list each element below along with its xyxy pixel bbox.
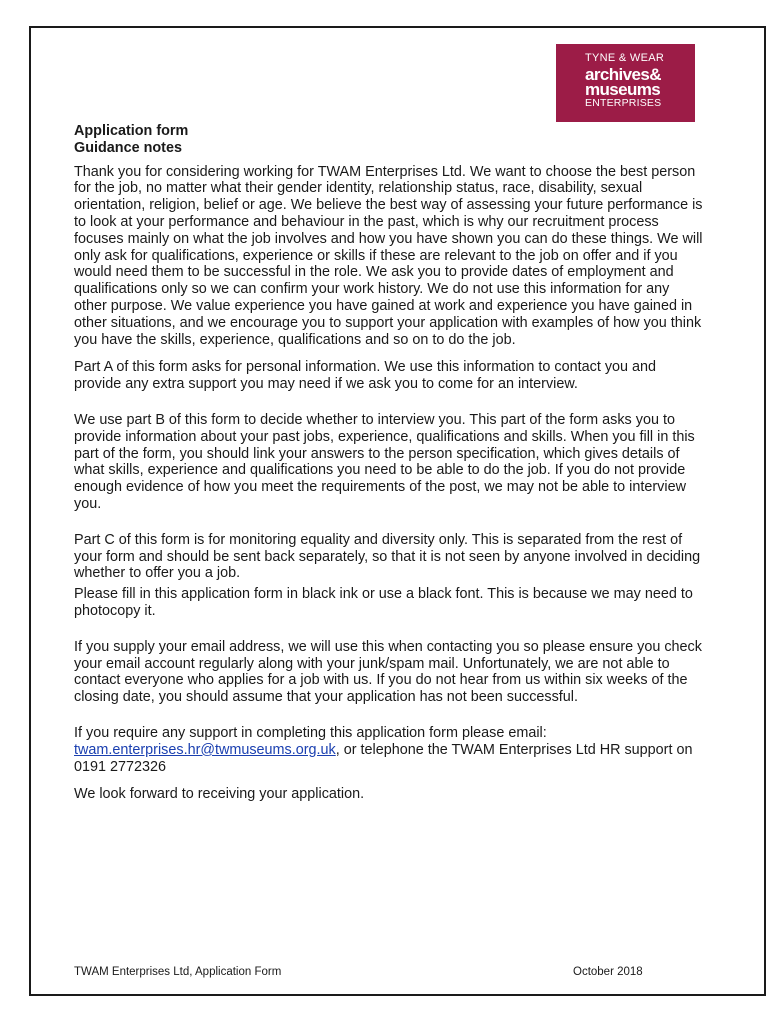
part-c-paragraph: Part C of this form is for monitoring equality and diversity only. This is separated from the rest of your form and should be sent back separately, so that it is not seen by anyone involved in deciding whether to offer you a job.	[74, 531, 701, 582]
footer-left: TWAM Enterprises Ltd, Application Form	[74, 966, 282, 978]
part-b-paragraph: We use part B of this form to decide whether to interview you. This part of the form asks you to provide information about your past jobs, experience, qualifications and skills. When you fill in this part of the form, you should link your answers to the person specification, which gives details of what skills, experience and qualifications you need to be able to do the job. If you do not provide enough evidence of how you meet the requirements of the post, we may not be able to interview you.	[74, 411, 695, 512]
intro-paragraph: Thank you for considering working for TWAM Enterprises Ltd. We want to choose the best person for the job, no matter what their gender identity, relationship status, race, disability, sexual orientation, religion, belief or age. We believe the best way of assessing your future performance is to look at your performance and behaviour in the past, which is why our recruitment process focuses mainly on what the job involves and how you have shown you can do these things. We will only ask for qualifications, experience or skills if these are relevant to the job on offer and if you would need them to be successful in the role. We ask you to provide dates of employment and qualifications only so we can confirm your work history. We do not use this information for any other purpose. We value experience you have gained at work and experience you have gained in other situations, and we encourage you to support your application with examples of how you think you have the skills, experience, qualifications and so on to do the job.	[74, 163, 703, 348]
logo-line-1: TYNE & WEAR	[585, 52, 665, 64]
tyne-wear-archives-museums-logo	[556, 44, 695, 122]
footer-date: October 2018	[573, 966, 643, 978]
support-intro-text: If you require any support in completing this application form please email:	[74, 724, 547, 741]
black-ink-paragraph: Please fill in this application form in black ink or use a black font. This is because we may need to photocopy it.	[74, 586, 693, 619]
logo-line-2: archives&	[585, 65, 661, 84]
email-contact-paragraph: If you supply your email address, we will use this when contacting you so please ensure you check your email account regularly along with your junk/spam mail. Unfortunately, we are not able to contact everyone who applies for a job with us. If you do not hear from us within six weeks of the closing date, you should assume that your application has not been successful.	[74, 638, 702, 706]
part-a-paragraph: Part A of this form asks for personal information. We use this information to contact you and provide any extra support you may need if we ask you to come for an interview.	[74, 359, 657, 393]
logo-line-4: ENTERPRISES	[585, 97, 662, 109]
hr-email-link[interactable]: twam.enterprises.hr@twmuseums.org.uk	[74, 741, 336, 758]
support-paragraph	[74, 725, 704, 775]
logo-line-3: museums	[585, 80, 661, 99]
form-title: Application form	[74, 123, 189, 139]
guidance-notes-content	[74, 123, 704, 803]
form-subtitle: Guidance notes	[74, 139, 182, 156]
closing-paragraph: We look forward to receiving your application.	[74, 786, 365, 803]
support-telephone-text: , or telephone the TWAM Enterprises Ltd HR support on 0191 2772326	[74, 741, 693, 775]
